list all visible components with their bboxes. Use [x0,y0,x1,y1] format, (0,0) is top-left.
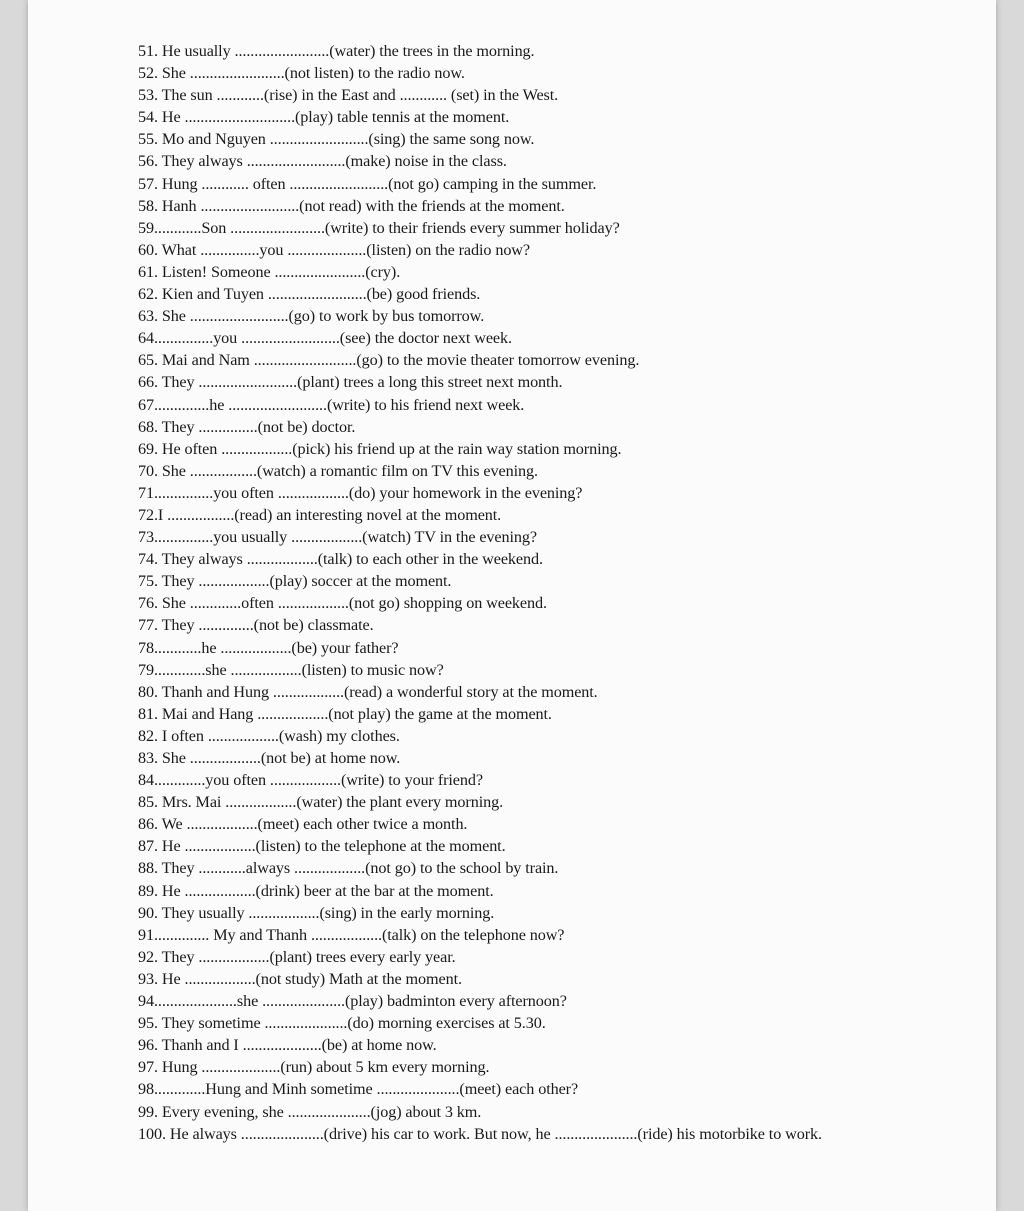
exercise-line: 78............he ..................(be) your father? [138,638,399,657]
exercise-line: 100. He always .....................(drive) his car to work. But now, he .....................(ride) his motorbike to work. [138,1124,822,1143]
exercise-line: 83. She ..................(not be) at home now. [138,749,401,767]
exercise-line: 71...............you often ..................(do) your homework in the evening? [138,483,583,502]
exercise-line: 79.............she ..................(listen) to music now? [138,660,444,679]
exercise-line: 65. Mai and Nam ..........................(go) to the movie theater tomorrow evening. [138,351,640,370]
exercise-line: 88. They ............always ..................(not go) to the school by train. [138,859,559,878]
exercise-line: 54. He ............................(play) table tennis at the moment. [138,108,510,127]
exercise-line: 68. They ...............(not be) doctor. [138,417,356,436]
exercise-line: 74. They always ..................(talk) to each other in the weekend. [138,550,543,569]
exercise-line: 94.....................she .....................(play) badminton every afternoon? [138,992,567,1011]
exercise-line: 81. Mai and Hang ..................(not play) the game at the moment. [138,704,552,723]
exercise-line: 58. Hanh .........................(not read) with the friends at the moment. [138,196,565,215]
exercise-line: 51. He usually ........................(water) the trees in the morning. [138,42,535,60]
exercise-line: 86. We ..................(meet) each other twice a month. [138,815,468,834]
exercise-line: 93. He ..................(not study) Math at the moment. [138,969,462,988]
exercise-line: 70. She .................(watch) a romantic film on TV this evening. [138,461,538,480]
exercise-line: 85. Mrs. Mai ..................(water) the plant every morning. [138,793,504,812]
exercise-line: 89. He ..................(drink) beer at the bar at the moment. [138,881,494,900]
exercise-line: 67..............he .........................(write) to his friend next week. [138,395,525,414]
exercise-line: 52. She ........................(not listen) to the radio now. [138,64,465,83]
exercise-line: 63. She .........................(go) to work by bus tomorrow. [138,307,485,326]
exercise-line: 92. They ..................(plant) trees every early year. [138,947,456,966]
exercise-line: 75. They ..................(play) soccer at the moment. [138,572,452,591]
exercise-line: 96. Thanh and I ....................(be) at home now. [138,1036,437,1055]
exercise-line: 82. I often ..................(wash) my clothes. [138,726,400,745]
exercise-line: 59............Son ........................(write) to their friends every summer holiday? [138,218,620,237]
exercise-line: 72.I .................(read) an interesting novel at the moment. [138,505,502,524]
exercise-line: 73...............you usually ..................(watch) TV in the evening? [138,528,537,547]
exercise-line: 98.............Hung and Minh sometime .....................(meet) each other? [138,1080,579,1099]
exercise-line: 53. The sun ............(rise) in the East and ............ (set) in the West. [138,86,559,105]
exercise-line: 69. He often ..................(pick) his friend up at the rain way station morning. [138,439,622,458]
exercise-line: 87. He ..................(listen) to the telephone at the moment. [138,837,506,856]
exercise-line: 66. They .........................(plant) trees a long this street next month. [138,373,563,392]
exercise-line: 56. They always .........................(make) noise in the class. [138,152,507,171]
exercise-line: 64...............you .........................(see) the doctor next week. [138,329,512,348]
exercise-line: 57. Hung ............ often .........................(not go) camping in the summer. [138,174,597,193]
exercise-line: 76. She .............often ..................(not go) shopping on weekend. [138,594,547,613]
exercise-line: 99. Every evening, she .....................(jog) about 3 km. [138,1102,482,1121]
document-page [28,0,996,1211]
exercise-line: 97. Hung ....................(run) about 5 km every morning. [138,1058,490,1077]
exercise-line: 60. What ...............you ....................(listen) on the radio now? [138,240,530,259]
exercise-line: 95. They sometime .....................(do) morning exercises at 5.30. [138,1014,546,1033]
exercise-line: 55. Mo and Nguyen .........................(sing) the same song now. [138,130,535,149]
exercise-line: 91.............. My and Thanh ..................(talk) on the telephone now? [138,925,565,944]
exercise-line: 61. Listen! Someone .......................(cry). [138,262,401,281]
exercise-line: 80. Thanh and Hung ..................(read) a wonderful story at the moment. [138,682,598,701]
exercise-line: 84.............you often ..................(write) to your friend? [138,771,483,790]
exercise-line: 90. They usually ..................(sing) in the early morning. [138,903,495,922]
exercise-line: 62. Kien and Tuyen .........................(be) good friends. [138,285,481,304]
exercise-line: 77. They ..............(not be) classmate. [138,616,374,635]
exercise-list [138,40,918,1145]
